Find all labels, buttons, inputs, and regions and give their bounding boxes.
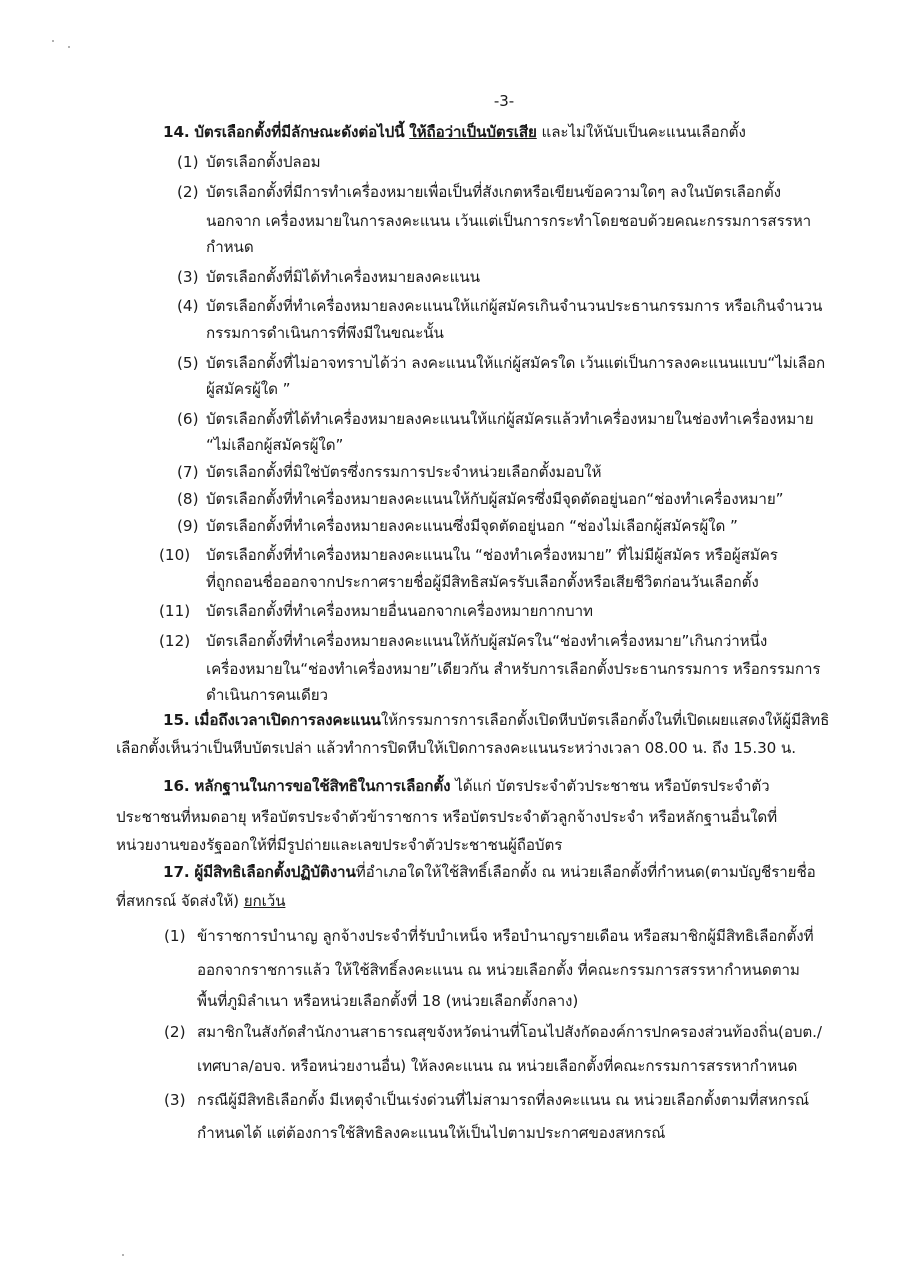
list-item-line: บัตรเลือกตั้งที่มิได้ทำเครื่องหมายลงคะแนน xyxy=(206,268,480,286)
item-number: (7) xyxy=(177,463,199,481)
section-17-line-1 xyxy=(163,862,816,882)
section-15-line-1 xyxy=(163,710,829,730)
section-17-line-2-text: ที่สหกรณ์ จัดส่งให้) xyxy=(116,892,244,910)
item-number: (2) xyxy=(164,1023,186,1041)
list-item-line: สมาชิกในสังกัดสำนักงานสาธารณสุขจังหวัดน่านที่โอนไปสังกัดองค์การปกครองส่วนท้องถิ่น(อบต./ xyxy=(197,1023,822,1041)
list-item-line: กรณีผู้มีสิทธิเลือกตั้ง มีเหตุจำเป็นเร่งด่วนที่ไม่สามารถที่ลงคะแนน ณ หน่วยเลือกตั้งตามที่สหกรณ์ xyxy=(197,1091,810,1109)
item-number: (9) xyxy=(177,517,199,535)
section-14-rest: และไม่ให้นับเป็นคะแนนเลือกตั้ง xyxy=(541,123,746,141)
section-17-line-2 xyxy=(116,891,285,911)
section-16-bold: หลักฐานในการขอใช้สิทธิในการเลือกตั้ง xyxy=(194,777,451,795)
section-17-bold: ผู้มีสิทธิเลือกตั้งปฏิบัติงาน xyxy=(194,863,356,881)
list-item-line: ที่ถูกถอนชื่อออกจากประกาศรายชื่อผู้มีสิทธิสมัครรับเลือกตั้งหรือเสียชีวิตก่อนวันเลือกตั้ง xyxy=(206,573,759,591)
item-number: (1) xyxy=(164,927,186,945)
scan-speck xyxy=(122,1254,124,1256)
list-item-line: นอกจาก เครื่องหมายในการลงคะแนน เว้นแต่เป็นการกระทำโดยชอบด้วยคณะกรรมการสรรหา xyxy=(206,212,812,230)
section-14-bold-underline: ให้ถือว่าเป็นบัตรเสีย xyxy=(409,123,537,141)
item-number: (11) xyxy=(159,602,191,620)
exception-label: ยกเว้น xyxy=(243,892,286,910)
item-number: (5) xyxy=(177,354,199,372)
scan-speck xyxy=(52,40,54,42)
list-item-line: เครื่องหมายใน“ช่องทำเครื่องหมาย”เดียวกัน สำหรับการเลือกตั้งประธานกรรมการ หรือกรรมการ xyxy=(206,660,821,678)
section-15-rest: ให้กรรมการการเลือกตั้งเปิดหีบบัตรเลือกตั้งในที่เปิดเผยแสดงให้ผู้มีสิทธิ xyxy=(380,711,830,729)
list-item-line: บัตรเลือกตั้งที่มิใช่บัตรซึ่งกรรมการประจำหน่วยเลือกตั้งมอบให้ xyxy=(206,463,602,481)
item-number: (4) xyxy=(177,297,199,315)
list-item-line: กำหนดได้ แต่ต้องการใช้สิทธิลงคะแนนให้เป็นไปตามประกาศของสหกรณ์ xyxy=(197,1124,666,1142)
list-item-line: ดำเนินการคนเดียว xyxy=(206,686,328,704)
list-item-line: บัตรเลือกตั้งที่มีการทำเครื่องหมายเพื่อเป็นที่สังเกตหรือเขียนข้อความใดๆ ลงในบัตรเลือกตั้ง xyxy=(206,183,781,201)
section-14-bold: บัตรเลือกตั้งที่มีลักษณะดังต่อไปนี้ xyxy=(194,123,405,141)
section-16-line-3: หน่วยงานของรัฐออกให้ที่มีรูปถ่ายและเลขประจำตัวประชาชนผู้ถือบัตร xyxy=(116,836,563,854)
list-item-line: พื้นที่ภูมิลำเนา หรือหน่วยเลือกตั้งที่ 18 (หน่วยเลือกตั้งกลาง) xyxy=(197,992,579,1010)
item-number: (3) xyxy=(177,268,199,286)
section-16-line-2: ประชาชนที่หมดอายุ หรือบัตรประจำตัวข้าราชการ หรือบัตรประจำตัวลูกจ้างประจำ หรือหลักฐานอื่นใดที่ xyxy=(116,808,778,826)
list-item-line: บัตรเลือกตั้งที่ทำเครื่องหมายลงคะแนนให้แก่ผู้สมัครเกินจำนวนประธานกรรมการ หรือเกินจำนวน xyxy=(206,297,823,315)
list-item-line: ออกจากราชการแล้ว ให้ใช้สิทธิ์ลงคะแนน ณ หน่วยเลือกตั้ง ที่คณะกรรมการสรรหากำหนดตาม xyxy=(197,961,800,979)
section-number: 16. xyxy=(163,777,190,795)
section-number: 14. xyxy=(163,123,190,141)
section-number: 15. xyxy=(163,711,190,729)
section-15-line-2: เลือกตั้งเห็นว่าเป็นหีบบัตรเปล่า แล้วทำการปิดหีบให้เปิดการลงคะแนนระหว่างเวลา 08.00 น. ถึง 15.30 น. xyxy=(116,739,796,757)
list-item-line: กำหนด xyxy=(206,238,254,256)
item-number: (1) xyxy=(177,153,199,171)
list-item-line: กรรมการดำเนินการที่พึงมีในขณะนั้น xyxy=(206,324,444,342)
list-item-line: บัตรเลือกตั้งที่ทำเครื่องหมายอื่นนอกจากเครื่องหมายกากบาท xyxy=(206,602,593,620)
list-item-line: บัตรเลือกตั้งที่ได้ทำเครื่องหมายลงคะแนนให้แก่ผู้สมัครแล้วทำเครื่องหมายในช่องทำเครื่องหมาย xyxy=(206,410,814,428)
section-16-line-1 xyxy=(163,776,770,796)
item-number: (3) xyxy=(164,1091,186,1109)
list-item-line: บัตรเลือกตั้งปลอม xyxy=(206,153,321,171)
list-item-line: “ไม่เลือกผู้สมัครผู้ใด” xyxy=(206,436,344,454)
list-item-line: บัตรเลือกตั้งที่ทำเครื่องหมายลงคะแนนให้กับผู้สมัครใน“ช่องทำเครื่องหมาย”เกินกว่าหนึ่ง xyxy=(206,632,768,650)
page-number: -3- xyxy=(493,92,515,110)
item-number: (12) xyxy=(159,632,191,650)
section-number: 17. xyxy=(163,863,190,881)
list-item-line: เทศบาล/อบจ. หรือหน่วยงานอื่น) ให้ลงคะแนน ณ หน่วยเลือกตั้งที่คณะกรรมการสรรหากำหนด xyxy=(197,1057,798,1075)
section-17-rest: ที่อำเภอใดให้ใช้สิทธิ์เลือกตั้ง ณ หน่วยเลือกตั้งที่กำหนด(ตามบัญชีรายชื่อ xyxy=(355,863,816,881)
list-item-line: ข้าราชการบำนาญ ลูกจ้างประจำที่รับบำเหน็จ หรือบำนาญรายเดือน หรือสมาชิกผู้มีสิทธิเลือกตั้งที่ xyxy=(197,927,814,945)
item-number: (6) xyxy=(177,410,199,428)
item-number: (10) xyxy=(159,546,191,564)
item-number: (8) xyxy=(177,490,199,508)
item-number: (2) xyxy=(177,183,199,201)
section-16-rest: ได้แก่ บัตรประจำตัวประชาชน หรือบัตรประจำตัว xyxy=(450,777,770,795)
section-15-bold: เมื่อถึงเวลาเปิดการลงคะแนน xyxy=(194,711,381,729)
list-item-line: บัตรเลือกตั้งที่ทำเครื่องหมายลงคะแนนซึ่งมีจุดตัดอยู่นอก “ช่องไม่เลือกผู้สมัครผู้ใด ” xyxy=(206,517,738,535)
list-item-line: บัตรเลือกตั้งที่ไม่อาจทราบได้ว่า ลงคะแนนให้แก่ผู้สมัครใด เว้นแต่เป็นการลงคะแนนแบบ“ไม่เลือก xyxy=(206,354,826,372)
list-item-line: ผู้สมัครผู้ใด ” xyxy=(206,380,291,398)
list-item-line: บัตรเลือกตั้งที่ทำเครื่องหมายลงคะแนนใน “ช่องทำเครื่องหมาย” ที่ไม่มีผู้สมัคร หรือผู้สมัคร xyxy=(206,546,778,564)
scan-speck xyxy=(68,46,70,48)
section-14-heading xyxy=(163,122,746,142)
list-item-line: บัตรเลือกตั้งที่ทำเครื่องหมายลงคะแนนให้กับผู้สมัครซึ่งมีจุดตัดอยู่นอก“ช่องทำเครื่องหมาย” xyxy=(206,490,784,508)
